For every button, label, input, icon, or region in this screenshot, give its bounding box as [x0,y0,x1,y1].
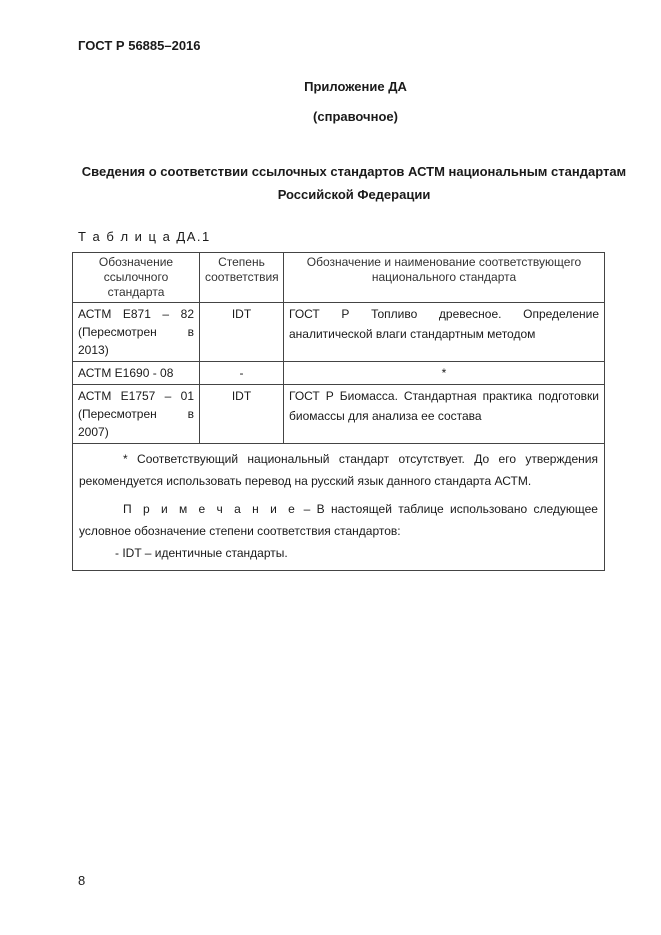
ref-standard-cell: АСТМ E1757 – 01 (Пересмотрен в 2007) [73,385,200,444]
national-standard-cell [284,303,605,362]
correspondence-table-container [72,252,605,571]
page-number: 8 [78,873,86,888]
table-row [73,385,605,444]
national-prefix: ГОСТ Р [289,389,334,403]
table-caption: Т а б л и ц а ДА.1 [78,229,211,244]
column-header: Обозначение ссылочного стандарта [73,253,200,303]
section-heading: Сведения о соответствии ссылочных стандартов АСТМ национальным стандартам Российской Федерации [81,164,627,202]
table-row [73,303,605,362]
ref-standard-cell: АСТМ E871 – 82 (Пересмотрен в 2013) [73,303,200,362]
note-label: П р и м е ч а н и е [123,502,298,516]
national-prefix: ГОСТ Р [289,307,350,321]
table-notes-row [73,444,605,571]
notes-cell [73,444,605,571]
note-item: - IDT – идентичные стандарты. [115,546,288,560]
degree-cell: - [200,362,284,385]
ref-standard-cell: АСТМ E1690 - 08 [73,362,200,385]
note [79,498,598,542]
document-code: ГОСТ Р 56885–2016 [78,38,201,53]
correspondence-table [72,252,605,571]
table-header-row [73,253,605,303]
appendix-title: Приложение ДА [304,79,407,94]
table-row [73,362,605,385]
degree-cell: IDT [200,385,284,444]
degree-cell: IDT [200,303,284,362]
national-title: Биомасса. Стандартная практика подготовки биомассы для анализа ее состава [289,389,599,423]
national-standard-cell: * [284,362,605,385]
appendix-subtitle: (справочное) [313,109,398,124]
national-standard-cell [284,385,605,444]
column-header: Степень соответствия [200,253,284,303]
column-header: Обозначение и наименование соответствующего национального стандарта [284,253,605,303]
note-text: – В настоящей таблице использовано следующее условное обозначение степени соответствия стандартов: [79,502,598,538]
national-title: Топливо древесное. Определение аналитической влаги стандартным методом [289,307,600,341]
footnote: * Соответствующий национальный стандарт отсутствует. До его утверждения рекомендуется использовать перевод на русский язык данного стандарта АСТМ. [79,452,598,488]
